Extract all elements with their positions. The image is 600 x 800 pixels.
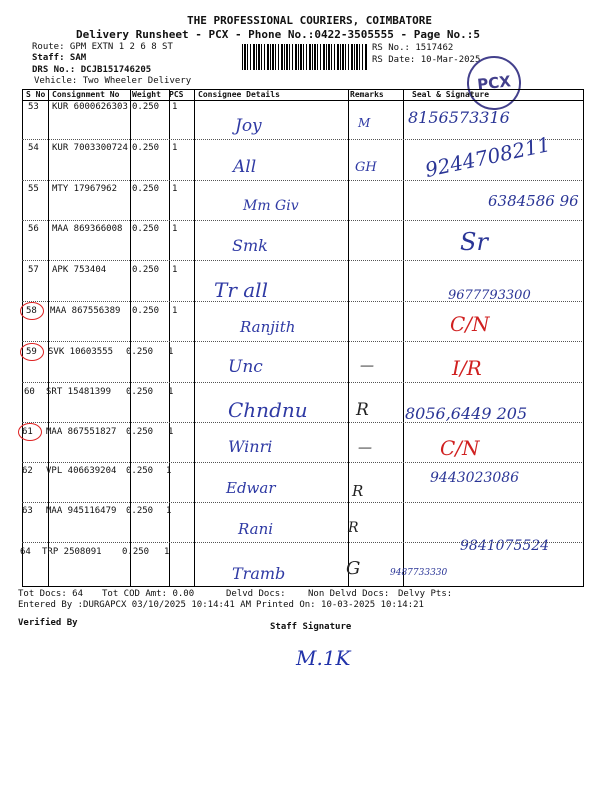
row-pcs: 1 <box>172 102 178 112</box>
runsheet-subtitle: Delivery Runsheet - PCX - Phone No.:0422-3505555 - Page No.:5 <box>76 28 480 41</box>
row-pcs: 1 <box>172 143 178 153</box>
drs-label: DRS No.: DCJB151746205 <box>32 65 152 75</box>
rs-no-label: RS No.: 1517462 <box>372 43 454 53</box>
row-consignment: MTY 17967962 <box>52 184 118 194</box>
row-sno: 58 <box>26 306 37 316</box>
route-label: Route: GPM EXTN 1 2 6 8 ST <box>32 42 173 52</box>
row-consignee: Mm Giv <box>243 198 299 214</box>
row-pcs: 1 <box>168 387 174 397</box>
staff-label: Staff: SAM <box>32 53 87 63</box>
row-consignment: KUR 6000626303 <box>52 102 128 112</box>
row-remark: R <box>356 400 369 420</box>
row-pcs: 1 <box>166 466 172 476</box>
row-pcs: 1 <box>172 184 178 194</box>
row-sno: 62 <box>22 466 33 476</box>
row-signature: 9487733330 <box>390 568 448 578</box>
row-remark: G <box>346 558 361 579</box>
row-weight: 0.250 <box>132 102 160 112</box>
row-pcs: 1 <box>172 265 178 275</box>
col-header-weight: Weight <box>132 90 161 99</box>
row-sno: 56 <box>28 224 39 234</box>
rs-date-label: RS Date: 10-Mar-2025 <box>372 55 481 65</box>
col-header-consignment: Consignment No <box>52 90 120 99</box>
row-signature: I/R <box>452 356 482 380</box>
verified-by: Verified By <box>18 618 78 628</box>
row-remark: R <box>348 520 359 536</box>
row-remark: M <box>358 116 371 130</box>
row-sno: 60 <box>24 387 35 397</box>
staff-signature-label: Staff Signature <box>270 622 352 632</box>
row-consignment: SVK 10603555 <box>48 347 114 357</box>
col-header-pcs: PCS <box>169 90 184 99</box>
row-sno: 64 <box>20 547 31 557</box>
row-weight: 0.250 <box>126 506 154 516</box>
row-signature: 9677793300 <box>448 288 531 303</box>
col-header-seal: Seal & Signature <box>412 90 490 99</box>
row-consignee: Tramb <box>232 564 286 583</box>
row-remark: — <box>358 440 372 456</box>
row-weight: 0.250 <box>126 347 154 357</box>
row-consignee: Smk <box>232 236 268 255</box>
row-signature: 8156573316 <box>408 108 510 127</box>
row-sno: 63 <box>22 506 33 516</box>
row-consignee: Rani <box>238 520 274 538</box>
company-title: THE PROFESSIONAL COURIERS, COIMBATORE <box>187 14 433 27</box>
row-sno: 53 <box>28 102 39 112</box>
delvy-pts: Delvy Pts: <box>398 589 453 599</box>
row-consignment: MAA 867551827 <box>46 427 117 437</box>
row-consignee: Chndnu <box>228 398 308 422</box>
entered-by: Entered By :DURGAPCX 03/10/2025 10:14:41 AM <box>18 600 251 610</box>
non-delvd-docs: Non Delvd Docs: <box>308 589 390 599</box>
row-consignment: KUR 7003300724 <box>52 143 128 153</box>
row-sno: 59 <box>26 347 37 357</box>
row-weight: 0.250 <box>132 184 160 194</box>
staff-signature: M.1K <box>296 646 351 670</box>
col-header-sno: S No <box>26 90 46 99</box>
row-pcs: 1 <box>172 306 178 316</box>
row-pcs: 1 <box>168 427 174 437</box>
row-weight: 0.250 <box>132 306 160 316</box>
row-remark: — <box>360 358 374 374</box>
row-signature: C/N <box>440 436 480 460</box>
pcx-stamp: PCX <box>464 53 523 112</box>
row-sno: 57 <box>28 265 39 275</box>
tot-cod: Tot COD Amt: 0.00 <box>102 589 195 599</box>
row-signature: 6384586 96 <box>488 192 579 210</box>
row-signature: 9244708211 <box>422 132 553 182</box>
row-consignee: Tr all <box>214 278 268 302</box>
printed-on: Printed On: 10-03-2025 10:14:21 <box>256 600 424 610</box>
row-signature: C/N <box>450 312 490 336</box>
row-signature: 9443023086 <box>430 470 520 486</box>
row-consignment: APK 753404 <box>52 265 107 275</box>
row-consignment: SRT 15481399 <box>46 387 112 397</box>
row-sno: 61 <box>22 427 33 437</box>
col-header-remarks: Remarks <box>350 90 384 99</box>
delvd-docs: Delvd Docs: <box>226 589 286 599</box>
row-consignee: Ranjith <box>240 318 296 336</box>
row-remark: GH <box>355 160 377 175</box>
row-remark: R <box>352 482 364 500</box>
row-weight: 0.250 <box>132 265 160 275</box>
row-consignee: Joy <box>235 116 262 136</box>
row-weight: 0.250 <box>126 427 154 437</box>
row-weight: 0.250 <box>132 224 160 234</box>
row-weight: 0.250 <box>126 387 154 397</box>
row-weight: 0.250 <box>126 466 154 476</box>
row-pcs: 1 <box>164 547 170 557</box>
row-pcs: 1 <box>172 224 178 234</box>
row-pcs: 1 <box>168 347 174 357</box>
row-consignment: MAA 867556389 <box>50 306 121 316</box>
row-consignment: VPL 406639204 <box>46 466 117 476</box>
row-signature: Sr <box>460 228 488 256</box>
row-weight: 0.250 <box>132 143 160 153</box>
row-consignment: MAA 869366008 <box>52 224 123 234</box>
barcode-image <box>242 44 368 70</box>
row-sno: 54 <box>28 143 39 153</box>
row-signature: 8056,6449 205 <box>405 404 528 423</box>
tot-docs: Tot Docs: 64 <box>18 589 84 599</box>
row-consignment: TRP 2508091 <box>42 547 102 557</box>
row-consignment: MAA 945116479 <box>46 506 117 516</box>
row-weight: 0.250 <box>122 547 150 557</box>
row-consignee: Unc <box>228 357 263 377</box>
vehicle-label: Vehicle: Two Wheeler Delivery <box>34 76 192 86</box>
row-sno: 55 <box>28 184 39 194</box>
col-header-consignee: Consignee Details <box>198 90 280 99</box>
row-consignee: Edwar <box>226 479 276 497</box>
row-consignee: Winri <box>228 437 273 456</box>
row-signature: 9841075524 <box>460 538 550 554</box>
row-consignee: All <box>233 157 257 177</box>
row-pcs: 1 <box>166 506 172 516</box>
